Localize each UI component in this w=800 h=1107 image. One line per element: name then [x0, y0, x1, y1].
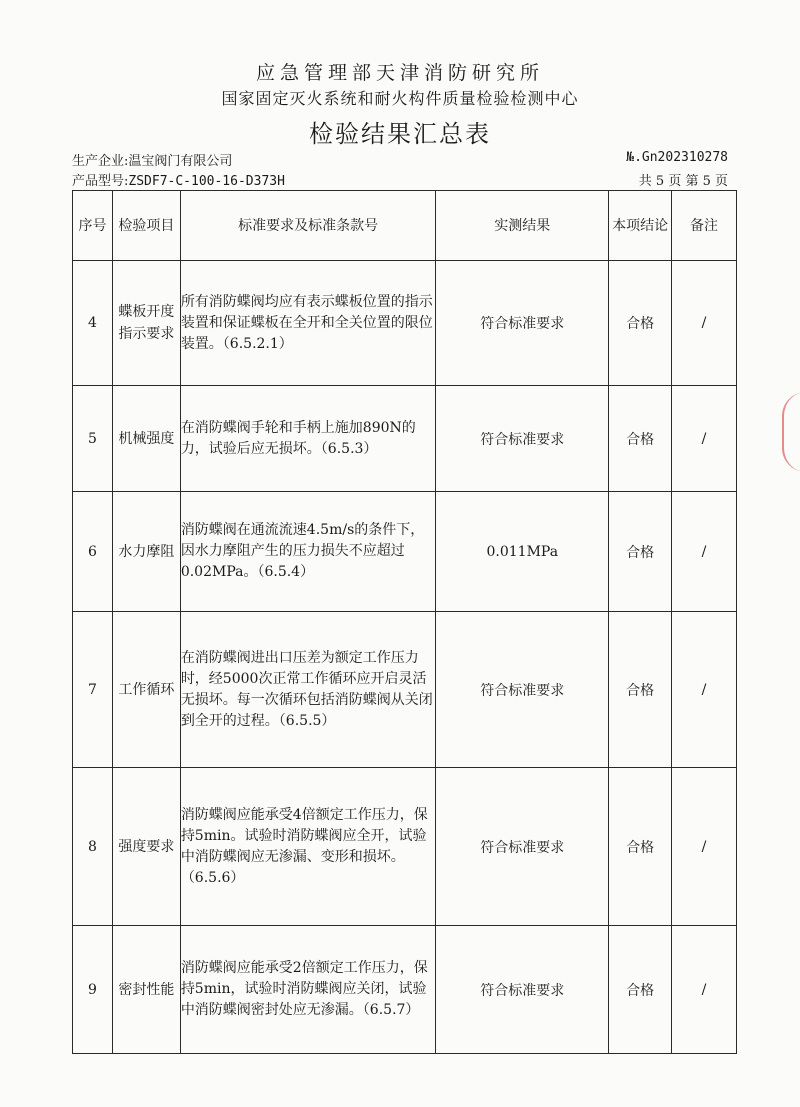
header-remark: 备注: [672, 191, 737, 261]
row-remark: /: [672, 768, 737, 926]
model-field: [72, 170, 285, 189]
row-result: 0.011MPa: [436, 492, 609, 612]
table-row: [73, 492, 737, 612]
header-standard: 标准要求及标准条款号: [180, 191, 436, 261]
row-item: 强度要求: [112, 768, 180, 926]
row-conclusion: 合格: [609, 612, 672, 768]
row-remark: /: [672, 261, 737, 386]
row-result: 符合标准要求: [436, 768, 609, 926]
results-table: [72, 190, 737, 1054]
row-remark: /: [672, 386, 737, 492]
table-row: [73, 926, 737, 1054]
model-label: 产品型号:: [72, 174, 129, 189]
row-result: 符合标准要求: [436, 261, 609, 386]
row-remark: /: [672, 492, 737, 612]
table-header-row: [73, 191, 737, 261]
company-value: 温宝阀门有限公司: [128, 154, 233, 169]
header-no: 序号: [73, 191, 113, 261]
company-label: 生产企业:: [72, 154, 129, 169]
document-title: 检验结果汇总表: [309, 120, 491, 148]
row-no: 9: [73, 926, 113, 1054]
header-conclusion: 本项结论: [609, 191, 672, 261]
row-conclusion: 合格: [609, 492, 672, 612]
row-conclusion: 合格: [609, 926, 672, 1054]
row-no: 6: [73, 492, 113, 612]
row-no: 7: [73, 612, 113, 768]
row-conclusion: 合格: [609, 386, 672, 492]
row-remark: /: [672, 926, 737, 1054]
row-standard: 在消防蝶阀手轮和手柄上施加890N的力，试验后应无损坏。（6.5.3）: [180, 386, 436, 492]
model-value: ZSDF7-C-100-16-D373H: [128, 174, 285, 189]
row-item: 水力摩阻: [112, 492, 180, 612]
row-result: 符合标准要求: [436, 386, 609, 492]
row-no: 4: [73, 261, 113, 386]
row-no: 8: [73, 768, 113, 926]
row-conclusion: 合格: [609, 261, 672, 386]
row-no: 5: [73, 386, 113, 492]
row-item: 机械强度: [112, 386, 180, 492]
table-row: [73, 612, 737, 768]
report-number: №.Gn202310278: [626, 150, 728, 165]
row-conclusion: 合格: [609, 768, 672, 926]
row-standard: 消防蝶阀应能承受4倍额定工作压力，保持5min。试验时消防蝶阀应全开，试验中消防蝶阀应无渗漏、变形和损坏。（6.5.6）: [180, 768, 436, 926]
table-row: [73, 261, 737, 386]
row-item: 工作循环: [112, 612, 180, 768]
company-field: [72, 150, 232, 169]
row-result: 符合标准要求: [436, 926, 609, 1054]
header-result: 实测结果: [436, 191, 609, 261]
row-item: 密封性能: [112, 926, 180, 1054]
table-row: [73, 768, 737, 926]
row-item: 蝶板开度指示要求: [112, 261, 180, 386]
row-standard: 在消防蝶阀进出口压差为额定工作压力时，经5000次正常工作循环应开启灵活无损坏。每一次循环包括消防蝶阀从关闭到全开的过程。（6.5.5）: [180, 612, 436, 768]
row-standard: 消防蝶阀在通流流速4.5m/s的条件下，因水力摩阻产生的压力损失不应超过0.02MPa。（6.5.4）: [180, 492, 436, 612]
row-standard: 所有消防蝶阀均应有表示蝶板位置的指示装置和保证蝶板在全开和全关位置的限位装置。（6.5.2.1）: [180, 261, 436, 386]
table-row: [73, 386, 737, 492]
row-result: 符合标准要求: [436, 612, 609, 768]
row-standard: 消防蝶阀应能承受2倍额定工作压力，保持5min，试验时消防蝶阀应关闭，试验中消防蝶阀密封处应无渗漏。（6.5.7）: [180, 926, 436, 1054]
page-info: 共 5 页 第 5 页: [638, 174, 728, 189]
seal-stamp-edge: [782, 392, 800, 472]
header-item: 检验项目: [112, 191, 180, 261]
org-name-line1: 应急管理部天津消防研究所: [255, 62, 544, 84]
org-name-line2: 国家固定灭火系统和耐火构件质量检验检测中心: [221, 89, 579, 108]
row-remark: /: [672, 612, 737, 768]
